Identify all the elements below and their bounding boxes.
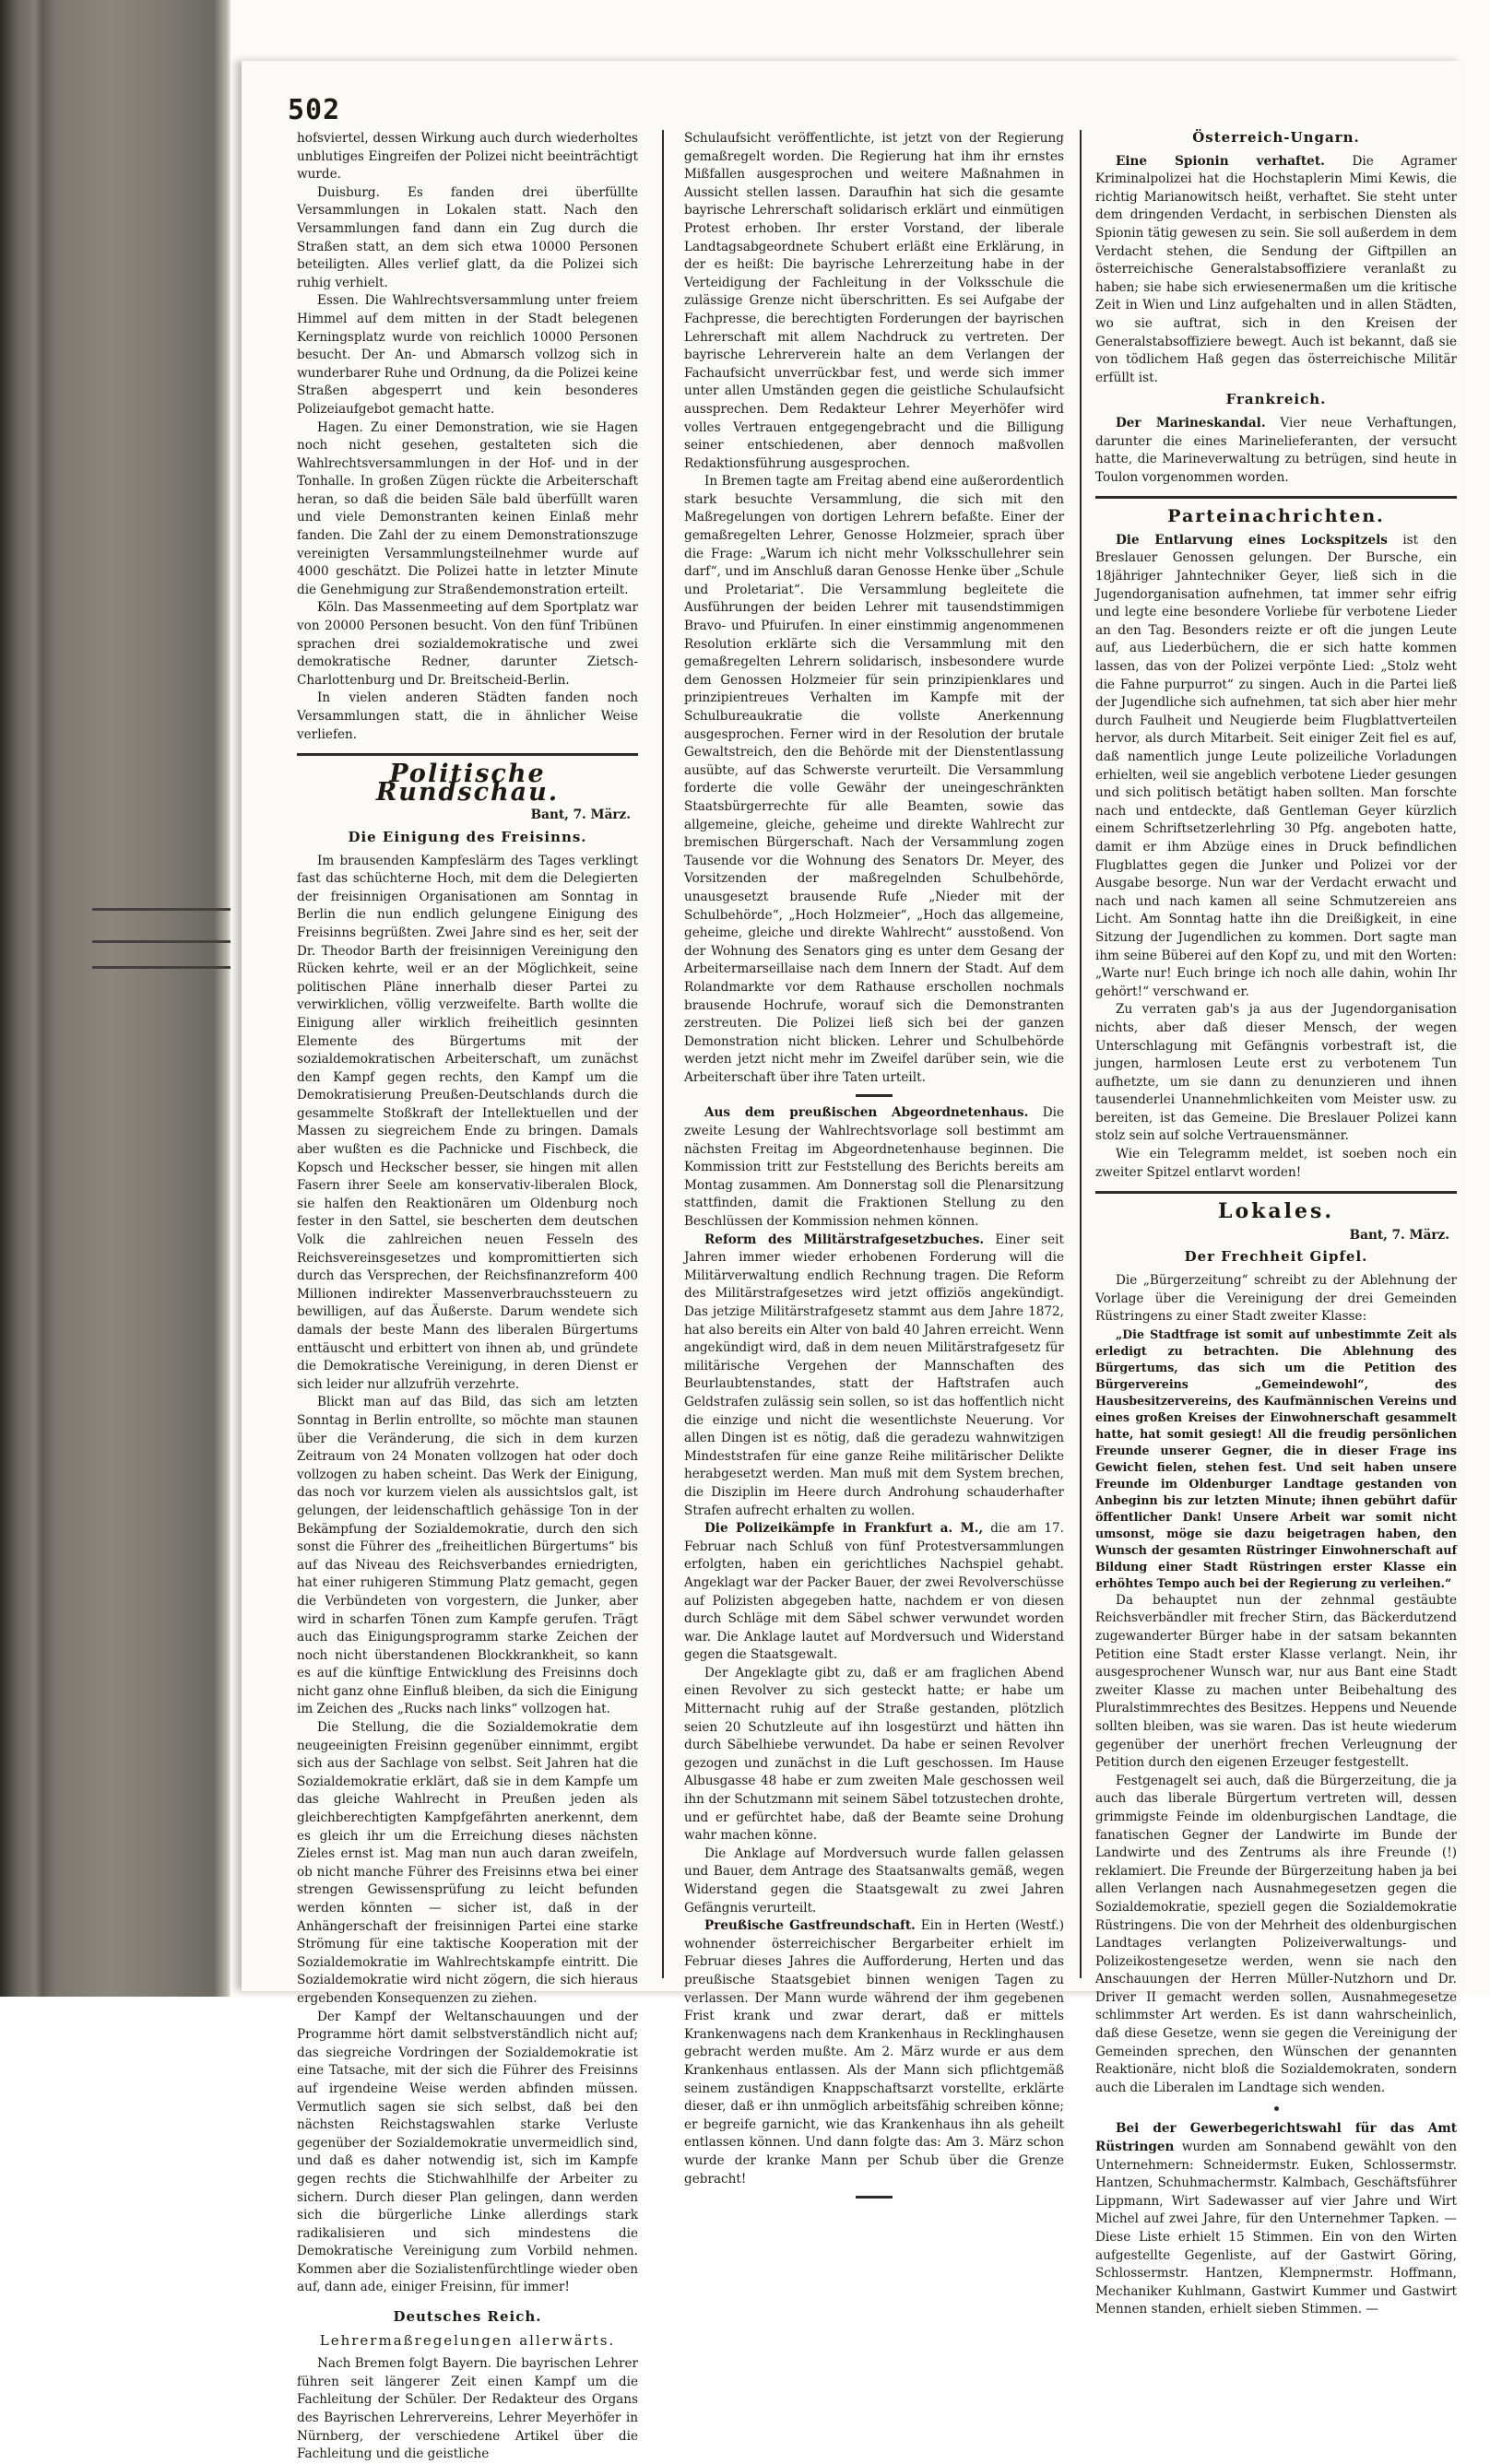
paragraph: Einer seit Jahren immer wieder erhobenen Forderung will die Militärverwaltung endlich Rechnung tragen. Die Reform des Militärstrafgesetzes wird jetzt offiziös angekündigt. Das jetzige Militärstrafgesetz stammt aus dem Jahre 1872, hat also bereits ein Alter von bald 40 Jahren erreicht. Wenn angekündigt wird, daß in dem neuen Militärstrafgesetz für militärische Vergehen der Mannschaften des Beurlaubtenstandes, statt der Haftstrafen auch Geldstrafen zulässig sein sollen, so ist das hoffentlich nicht die einzige und nicht die wesentlichste Neuerung. Vor allen Dingen ist es nötig, daß die geradezu wahnwitzigen Mindeststrafen für eine ganze Reihe militärischer Delikte herabgesetzt werden. Man muß mit dem System brechen, die Disziplin im Heere durch Androhung schauderhafter Strafen aufrecht erhalten zu wollen. (684, 1232, 1064, 1518)
article-title: Der Frechheit Gipfel. (1184, 1248, 1368, 1266)
newspaper-page (242, 61, 1463, 2462)
section-rule (297, 753, 638, 756)
column-left (297, 130, 638, 2462)
paragraph: Die Stellung, die die Sozialdemokratie dem neugeeinigten Freisinn gegenüber einnimmt, ergibt sich aus der Sachlage von selbst. Seit Jahren hat die Sozialdemokratie erklärt, daß sie in dem Kampfe um das gleiche Wahlrecht in Preußen jeden als gleichberechtigten Kampfgefährten anerkennt, dem es gleich ihr um die Erreichung dieses nächsten Zieles ernst ist. Mag man nun auch daran zweifeln, ob nicht manche Führer des Freisinns etwa bei einer strengen Gewissensprüfung zu leicht befunden werden könnten — sicher ist, daß in der Anhängerschaft der freisinnigen Partei eine starke Strömung für eine taktische Kooperation mit der Sozialdemokratie im Wahlrechtskampfe eintritt. Die Sozialdemokratie wird nicht zögern, die sich hieraus ergebenden Konsequenzen zu ziehen. (297, 1720, 638, 2006)
binding-mark (92, 940, 231, 943)
article-lead: Die Polizeikämpfe in Frankfurt a. M., (704, 1521, 984, 1537)
book-binding-edge (0, 0, 231, 1997)
paragraph: Die „Bürgerzeitung“ schreibt zu der Ablehnung der Vorlage über die Vereinigung der drei Gemeinden Rüstringens zu einer Stadt zweiter Klasse: (1095, 1273, 1457, 1325)
article-lead: Bei der Gewerbegerichtswahl für das Amt Rüstringen (1095, 2121, 1457, 2155)
section-title: Österreich-Ungarn. (1192, 129, 1360, 146)
section-rule (1095, 496, 1457, 499)
separator-dot (1274, 2106, 1279, 2111)
column-middle (684, 130, 1065, 2187)
paragraph: Wie ein Telegramm meldet, ist soeben noch ein zweiter Spitzel entlarvt worden! (1095, 1147, 1457, 1180)
article-lead: Die Entlarvung eines Lockspitzels (1116, 532, 1388, 548)
paragraph: Ein in Herten (Westf.) wohnender österreichischer Bergarbeiter erhielt im Februar dieses Jahres die Aufforderung, Herten und das preußische Staatsgebiet binnen wenigen Tagen zu verlassen. Der Mann wurde während der ihm gegebenen Frist krank und zwar derart, daß er mittels Krankenwagens nach dem Krankenhaus in Recklinghausen gebracht werden mußte. Am 2. März wurde er aus dem Krankenhaus entlassen. Als der Mann sich pflichtgemäß seinem zuständigen Knappschaftsarzt vorstellte, erklärte dieser, daß er ihn unmöglich arbeitsfähig schreiben könne; er begreife garnicht, wie das Krankenhaus ihn als geheilt entlassen können. Und dann folgte das: Am 3. März schon wurde der kranke Mann per Schub über die Grenze gebracht! (684, 1918, 1065, 2187)
paragraph-hagen: Hagen. Zu einer Demonstration, wie sie Hagen noch nicht gesehen, gestalteten sich die Wahlrechtsversammlungen in der Hof- und in der Tonhalle. In großen Zügen rückte die Arbeiterschaft heran, so daß die beiden Säle bald überfüllt waren und viele Demonstranten keinen Einlaß mehr fanden. Die Zahl der zu einem Demonstrationszuge vereinigten Versammlungsteilnehmer wurde auf 4000 geschätzt. Die Polizei hatte in letzter Minute die Genehmigung zur Straßendemonstration erteilt. (297, 419, 638, 597)
paragraph: Nach Bremen folgt Bayern. Die bayrischen Lehrer führen seit längerer Zeit einen Kampf um die Fachleitung der Schüler. Der Redakteur des Organs des Bayrischen Lehrervereins, Lehrer Meyerhöfer in Nürnberg, der verschiedene Artikel über die Fachleitung und die geistliche (297, 2356, 638, 2462)
section-title: Politische Rundschau. (375, 760, 560, 807)
section-title: Lokales. (1217, 1199, 1335, 1224)
dateline: Bant, 7. März. (1349, 1227, 1449, 1243)
section-title: Deutsches Reich. (393, 2308, 542, 2326)
article-title: Die Einigung des Freisinns. (348, 828, 587, 845)
article-lead: Aus dem preußischen Abgeordnetenhaus. (704, 1105, 1029, 1121)
paragraph-koeln: Köln. Das Massenmeeting auf dem Sportplatz war von 20000 Personen besucht. Von den fünf Tribünen sprachen drei sozialdemokratische und zwei demokratische Redner, darunter Zietsch-Charlottenburg und Dr. Breitscheid-Berlin. (297, 600, 638, 688)
article-lead: Preußische Gastfreundschaft. (704, 1918, 916, 1934)
quoted-paragraph: „Die Stadtfrage ist somit auf unbestimmte Zeit als erledigt zu betrachten. Die Ablehnung des Bürgertums, das sich um die Petition des Bürgervereins „Gemeindewohl“, des Hausbesitzervereins, des Kaufmännischen Vereins und eines großen Kreises der Einwohnerschaft gesammelt hatte, hat somit gesiegt! All die freudig persönlichen Freunde unserer Gegner, die in dieser Frage ins Gewicht fielen, stehen fest. Und seit haben unsere Freunde im Oldenburger Landtage gestanden von Anbeginn bis zur letzten Minute; ihnen gebührt dafür öffentlicher Dank! Unsere Arbeit war somit nicht umsonst, möge sie dazu beigetragen haben, den Wunsch der gesamten Rüstringer Einwohnerschaft auf Bildung einer Stadt Rüstringen erster Klasse ein erhöhtes Tempo auch bei der Regierung zu verleihen.“ (1095, 1326, 1457, 1590)
separator (856, 1094, 893, 1097)
paragraph: Der Angeklagte gibt zu, daß er am fraglichen Abend einen Revolver zu sich gesteckt hatte; er habe um Mitternacht ruhig auf der Straße gestanden, plötzlich seien 20 Schutzleute auf ihn losgestürzt und hätten ihn durch Säbelhiebe verwundet. Da habe er seinen Revolver gezogen und zunächst in die Luft geschossen. Im Hause Albusgasse 48 habe er zum zweiten Male geschossen weil ihn der Schutzmann mit seinem Säbel totzustechen drohte, und er gefürchtet habe, daß der Beamte seine Drohung wahr machen könne. (684, 1665, 1064, 1844)
subsection-title: Lehrermaßregelungen allerwärts. (319, 2331, 616, 2349)
page-number: 502 (288, 94, 341, 126)
paragraph-essen: Essen. Die Wahlrechtsversammlung unter freiem Himmel auf dem mitten in der Stadt belegenen Kerningsplatz wurde von reichlich 10000 Personen besucht. Der An- und Abmarsch vollzog sich in wunderbarer Ruhe und Ordnung, da die Polizei keine Straßen abgesperrt und kein besonderes Polizeiaufgebot gemacht hatte. (297, 293, 638, 417)
paragraph: Schulaufsicht veröffentlichte, ist jetzt von der Regierung gemaßregelt worden. Die Regierung hat ihm ihr ernstes Mißfallen ausgesprochen und weitere Maßnahmen in Aussicht stellen lassen. Daraufhin hat sich die gesamte bayrische Lehrerschaft solidarisch erklärt und einmütigen Protest erhoben. Ihr erster Vorstand, der liberale Landtagsabgeordnete Schubert erläßt eine Erklärung, in der es heißt: Die bayrische Lehrerzeitung habe in der Verteidigung der Fachleitung in der Volksschule die zulässige Grenze nicht überschritten. Es sei Aufgabe der Fachpresse, die berechtigten Forderungen der bayrischen Lehrerschaft mit allem Nachdruck zu vertreten. Der bayrische Lehrerverein halte an dem Verlangen der Fachaufsicht unverrückbar fest, und werde sich immer unter allen Umständen gegen die geistliche Schulaufsicht aussprechen. Dem Redakteur Lehrer Meyerhöfer wird volles Vertrauen entgegengebracht und die Billigung seiner entschiedenen, aber dennoch maßvollen Redaktionsführung ausgesprochen. (684, 131, 1064, 471)
paragraph: Blickt man auf das Bild, das sich am letzten Sonntag in Berlin entrollte, so möchte man staunen über die Veränderung, die sich in dem kurzen Zeitraum von 24 Monaten vollzogen hat oder doch vollzogen zu haben scheint. Das Werk der Einigung, das noch vor kurzem vielen als aussichtslos galt, ist gelungen, der leidenschaftlich gehässige Ton in der Bekämpfung der Sozialdemokratie, durch den sich sonst die Führer des „freiheitlichen Bürgertums“ bis auf das Niveau des Reichsverbandes erniedrigten, hat einer ruhigeren Stimmung Platz gemacht, gegen die Verbündeten von vorgestern, die Junker, aber wird in scharfen Tönen zum Kampfe gerufen. Trägt auch das Einigungsprogramm starke Zeichen der noch nicht überstandenen Blockkrankheit, so kann es auf die künftige Entwicklung des Freisinns doch nicht ganz ohne Einfluß bleiben, da sich die Einigung im Zeichen des „Rucks nach links“ vollzogen hat. (297, 1395, 638, 1717)
paragraph: In vielen anderen Städten fanden noch Versammlungen statt, die in ähnlicher Weise verliefen. (297, 690, 638, 742)
paragraph: hofsviertel, dessen Wirkung auch durch wiederholtes unblutiges Eingreifen der Polizei nicht beeinträchtigt wurde. (297, 131, 638, 183)
paragraph: ist den Breslauer Genossen gelungen. Der Bursche, ein 18jähriger Jahntechniker Geyer, ließ sich in die Jugendorganisation aufnehmen, tat immer sehr eifrig und legte eine besondere Vorliebe für verbotene Lieder an den Tag. Besonders reizte er oft die jungen Leute auf, aus Liederbüchern, die er sich hatte kommen lassen, das von der Polizei verpönte Lied: „Stolz weht die Fahne purpurrot“ zu singen. Auch in die Partei ließ der Jugendliche sich aufnehmen, tat sich aber hier mehr durch Faulheit und Neugierde beim Flugblattverteilen hervor, als durch Mitarbeit. Seit einiger Zeit fiel es auf, daß namentlich junge Leute polizeiliche Vorladungen erhielten, weil sie angeblich verbotene Lieder gesungen und sich politisch betätigt haben sollten. Man forschte nach und entdeckte, daß Gentleman Geyer kürzlich einem Schriftsetzerlehrling 30 Pfg. angeboten hatte, damit er ihm Abzüge eines in Druck befindlichen Flugblattes gegen die Junker und Polizei vor der Ausgabe besorge. Nun war der Verdacht erwacht und nach und nach kamen all seine Schmutzereien ans Licht. Am Sonntag hatte ihn die Dreißigkeit, in eine Sitzung der Jugendlichen zu kommen. Dort sagte man ihm seine Büberei auf den Kopf zu, und mit den Worten: „Warte nur! Euch bringe ich noch alle dahin, wohin Ihr gehört!“ verschwand er. (1095, 532, 1458, 999)
section-title: Parteinachrichten. (1167, 506, 1385, 527)
article-lead: Der Marineskandal. (1116, 415, 1266, 430)
column-right (1095, 125, 1458, 2317)
separator (856, 2196, 893, 2199)
column-divider (662, 130, 664, 1978)
column-divider (1080, 130, 1082, 1978)
dateline: Bant, 7. März. (530, 808, 631, 823)
paragraph: Die Anklage auf Mordversuch wurde fallen gelassen und Bauer, dem Antrage des Staatsanwalts gemäß, wegen Widerstand gegen die Staatsgewalt zu zwei Jahren Gefängnis verurteilt. (684, 1845, 1064, 1916)
section-title: Frankreich. (1225, 391, 1327, 408)
paragraph: Vier neue Verhaftungen, darunter die eines Marinelieferanten, der versucht hatte, die Marineverwaltung zu betrügen, sind heute in Toulon vorgenommen worden. (1095, 415, 1457, 485)
paragraph: Da behauptet nun der zehnmal gestäubte Reichsverbändler mit frecher Stirn, das Bäckerdutzend zugewanderter Bürger habe in der satsam bekannten Petition eine Stadt erster Klasse verlangt. Nein, ihr ausgesprochener Wunsch war, nur aus Bant eine Stadt zweiter Klasse zu machen unter Beibehaltung des Pluralstimmrechtes des Besitzes. Heppens und Neuende sollten bleiben, was sie waren. Das ist heute wiederum gegenüber der unerhört frechen Verleugnung der Petition durch den eigenen Erzeuger festgestellt. (1095, 1592, 1457, 1771)
paragraph: Festgenagelt sei auch, daß die Bürgerzeitung, die ja auch das liberale Bürgertum vertreten will, dessen grimmigste Feinde im oldenburgischen Landtage, die fanatischen Gegner der Landwirte im Bunde der Landwirte und des Zentrums als ihre Freunde (!) reklamiert. Die Freunde der Bürgerzeitung haben ja bei allen Verlangen nach Ausnahmegesetzen gegen die Sozialdemokratie, speziell gegen die Sozialdemokratie Rüstringens. Die von der Mehrheit des oldenburgischen Landtages verlangten Polizeiverwaltungs- und Polizeikostengesetze werden, wenn sie nach den Anschauungen der Herren Müller-Nutzhorn und Dr. Driver II gemacht werden sollen, Ausnahmegesetze schlimmster Art werden. Es ist dann wahrscheinlich, daß diese Gesetze, wenn sie gegen die Vereinigung der Gemeinden sprechen, den Wünschen der genannten Reaktionäre, nicht bloß die Sozialdemokraten, sondern auch die Liberalen im Landtage sich wenden. (1095, 1773, 1457, 2095)
paragraph: In Bremen tagte am Freitag abend eine außerordentlich stark besuchte Versammlung, die sich mit den Maßregelungen von dortigen Lehrern befaßte. Einer der gemaßregelten Lehrer, Genosse Holzmeier, sprach über die Frage: „Warum ich nicht mehr Volksschullehrer sein darf“, und im Anschluß daran Genosse Henke über „Schule und Proletariat“. Die Versammlung begleitete die Ausführungen der beiden Lehrer mit tausendstimmigen Bravo- und Pfuirufen. In einer einstimmig angenommenen Resolution erklärte sich die Versammlung mit den gemaßregelten Lehrern solidarisch, insbesondere wurde dem Genossen Holzmeier für sein prinzipienklares und prinzipientreues Verhalten im Kampfe mit der Schulbureaukratie die vollste Anerkennung ausgesprochen. Ferner wird in der Resolution der brutale Gewaltstreich, den die Behörde mit der Dienstentlassung ausübte, auf das Schwerste verurteilt. Die Versammlung forderte die volle Gewähr der uneingeschränkten Staatsbürgerrechte für alle Beamten, sowie das allgemeine, gleiche, geheime und direkte Wahlrecht zur bremischen Bürgerschaft. Nach der Versammlung zogen Tausende vor die Wohnung des Senators Dr. Meyer, des Vorsitzenden der maßregelnden Schulbehörde, unausgesetzt brausende Rufe „Nieder mit der Schulbehörde“, „Hoch Holzmeier“, „Hoch das allgemeine, geheime, gleiche und direkte Wahlrecht“ ausstoßend. Von der Wohnung des Senators ging es unter dem Gesang der Arbeitermarseillaise nach dem Innern der Stadt. Auf dem Rolandmarkte vor dem Rathause erschollen nochmals brausende Hochrufe, worauf sich die Demonstranten zerstreuten. Die Polizei ließ sich bei der ganzen Demonstration nicht blicken. Lehrer und Schulbehörde werden jetzt nicht mehr im Zweifel darüber sein, wie die Arbeiterschaft über ihre Taten urteilt. (684, 474, 1064, 1085)
paragraph: Zu verraten gab's ja aus der Jugendorganisation nichts, aber daß dieser Mensch, der wegen Unterschlagung mit Gefängnis vorbestraft ist, die jungen, harmlosen Leute erst zu verbotenem Tun aufhetzte, um sie dann zu denunzieren und ihnen tausenderlei Unannehmlichkeiten vom Meister usw. zu bereiten, ist das Gemeine. Die Breslauer Polizei kann stolz sein auf solche Vertrauensmänner. (1095, 1002, 1457, 1144)
binding-mark (92, 966, 231, 969)
article-lead: Reform des Militärstrafgesetzbuches. (704, 1232, 985, 1247)
paragraph-duisburg: Duisburg. Es fanden drei überfüllte Versammlungen in Lokalen statt. Nach den Versammlungen fand dann ein Zug durch die Straßen statt, an dem sich etwa 10000 Personen beteiligten. Alles verlief glatt, da die Polizei sich ruhig verhielt. (297, 184, 638, 290)
paragraph: wurden am Sonnabend gewählt von den Unternehmern: Schneidermstr. Euken, Schlossermstr. Hantzen, Schuhmachermstr. Kalmbach, Geschäftsführer Lippmann, Wirt Sadewasser auf vier Jahre und Wirt Michel auf zwei Jahre, für den Unternehmer Tapken. — Diese Liste erhielt 15 Stimmen. Ein von den Wirten aufgestellte Gegenliste, auf der Gastwirt Göring, Schlossermstr. Hantzen, Klempnermstr. Hoffmann, Mechaniker Kuhlmann, Gastwirt Kummer und Gastwirt Mennen standen, erhielt sieben Stimmen. — (1095, 2140, 1457, 2317)
paragraph: die am 17. Februar nach Schluß von fünf Protestversammlungen erfolgten, haben ein gerichtliches Nachspiel gehabt. Angeklagt war der Packer Bauer, der zwei Revolverschüsse auf Polizisten abgegeben hatte, nachdem er von diesen durch Schläge mit dem Säbel schwer verwundet worden war. Die Anklage lautet auf Mordversuch und Widerstand gegen die Staatsgewalt. (684, 1521, 1064, 1663)
paragraph: Die zweite Lesung der Wahlrechtsvorlage soll bestimmt am nächsten Freitag im Abgeordnetenhause beginnen. Die Kommission tritt zur Feststellung des Berichts bereits am Montag zusammen. Am Donnerstag soll die Plenarsitzung stattfinden, damit die Fraktionen Stellung zu den Beschlüssen der Kommission nehmen können. (684, 1105, 1064, 1230)
binding-mark (92, 908, 231, 911)
article-lead: Eine Spionin verhaftet. (1116, 153, 1325, 169)
paragraph: Im brausenden Kampfeslärm des Tages verklingt fast das schüchterne Hoch, mit dem die Delegierten der freisinnigen Organisationen am Sonntag in Berlin die nun endlich gelungene Einigung des Freisinns begrüßten. Zwei Jahre sind es her, seit der Dr. Theodor Barth der freisinnigen Vereinigung den Rücken kehrte, weil er an der Möglichkeit, seine politischen Pläne innerhalb dieser Partei zu verwirklichen, völlig verzweifelte. Barth wollte die Einigung aller wirklich freiheitlich gesinnten Elemente des Bürgertums mit der sozialdemokratischen Arbeiterschaft, um zunächst den Kampf gegen rechts, den Kampf um die Demokratisierung Preußen-Deutschlands durch die gesammelte Stoßkraft der Intellektuellen und der Massen zu siegreichem Ende zu bringen. Damals aber wußten es die Pachnicke und Fischbeck, die Kopsch und Heckscher besser, sie hingen mit allen Fasern ihrer Seele am konservativ-liberalen Block, sie halfen den Reaktionären um Oldenburg noch fester in den Sattel, sie bescherten dem deutschen Volk die zahlreichen neuen Fesseln des Reichsvereinsgesetzes und kompromittierten sich durch das Versprechen, der Reichsfinanzreform 400 Millionen indirekter Massenverbrauchssteuern zu bewilligen, auf das Äußerste. Darum wendete sich damals der beste Mann des liberalen Bürgertums enttäuscht und erbittert von ihnen ab, und gründete die Demokratische Vereinigung, in deren Dienst er sich leider nur allzufrüh verzehrte. (297, 853, 638, 1392)
section-rule (1095, 1191, 1457, 1194)
paragraph: Die Agramer Kriminalpolizei hat die Hochstaplerin Mimi Kewis, die richtig Marianowitsch heißt, verhaftet. Sie steht unter dem dringenden Verdacht, in serbischen Diensten als Spionin tätig gewesen zu sein. Sie soll außerdem in dem Verdacht stehen, die Sendung der Giftpillen an österreichische Generalstabsoffiziere veranlaßt zu haben; sie habe sich erwiesenermaßen um die kritische Zeit in Wien und Linz aufgehalten und in allen Städten, wo sie auftrat, sich in den Kreisen der Generalstabsoffiziere bewegt. Auch ist bekannt, daß sie von tödlichem Haß gegen das österreichische Militär erfüllt ist. (1095, 153, 1457, 385)
paragraph: Der Kampf der Weltanschauungen und der Programme hört damit selbstverständlich nicht auf; das siegreiche Vordringen der Sozialdemokratie ist eine Tatsache, mit der sich die Führer des Freisinns auf irgendeine Weise werden abfinden müssen. Vermutlich sagen sie sich selbst, daß bei den nächsten Reichstagswahlen starke Verluste gegenüber der Sozialdemokratie unvermeidlich sind, und daß es daher notwendig ist, sich im Kampfe gegen rechts die Stichwahlhilfe der Arbeiter zu sichern. Durch dieser Plan gelingen, dann werden sich die bürgerliche Linke allerdings stark radikalisieren und sich mindestens die Demokratische Vereinigung zum Vorbild nehmen. Kommen aber die Sozialistenfürchtlinge wieder oben auf, dann ade, einiger Freisinn, für immer! (297, 2009, 638, 2295)
